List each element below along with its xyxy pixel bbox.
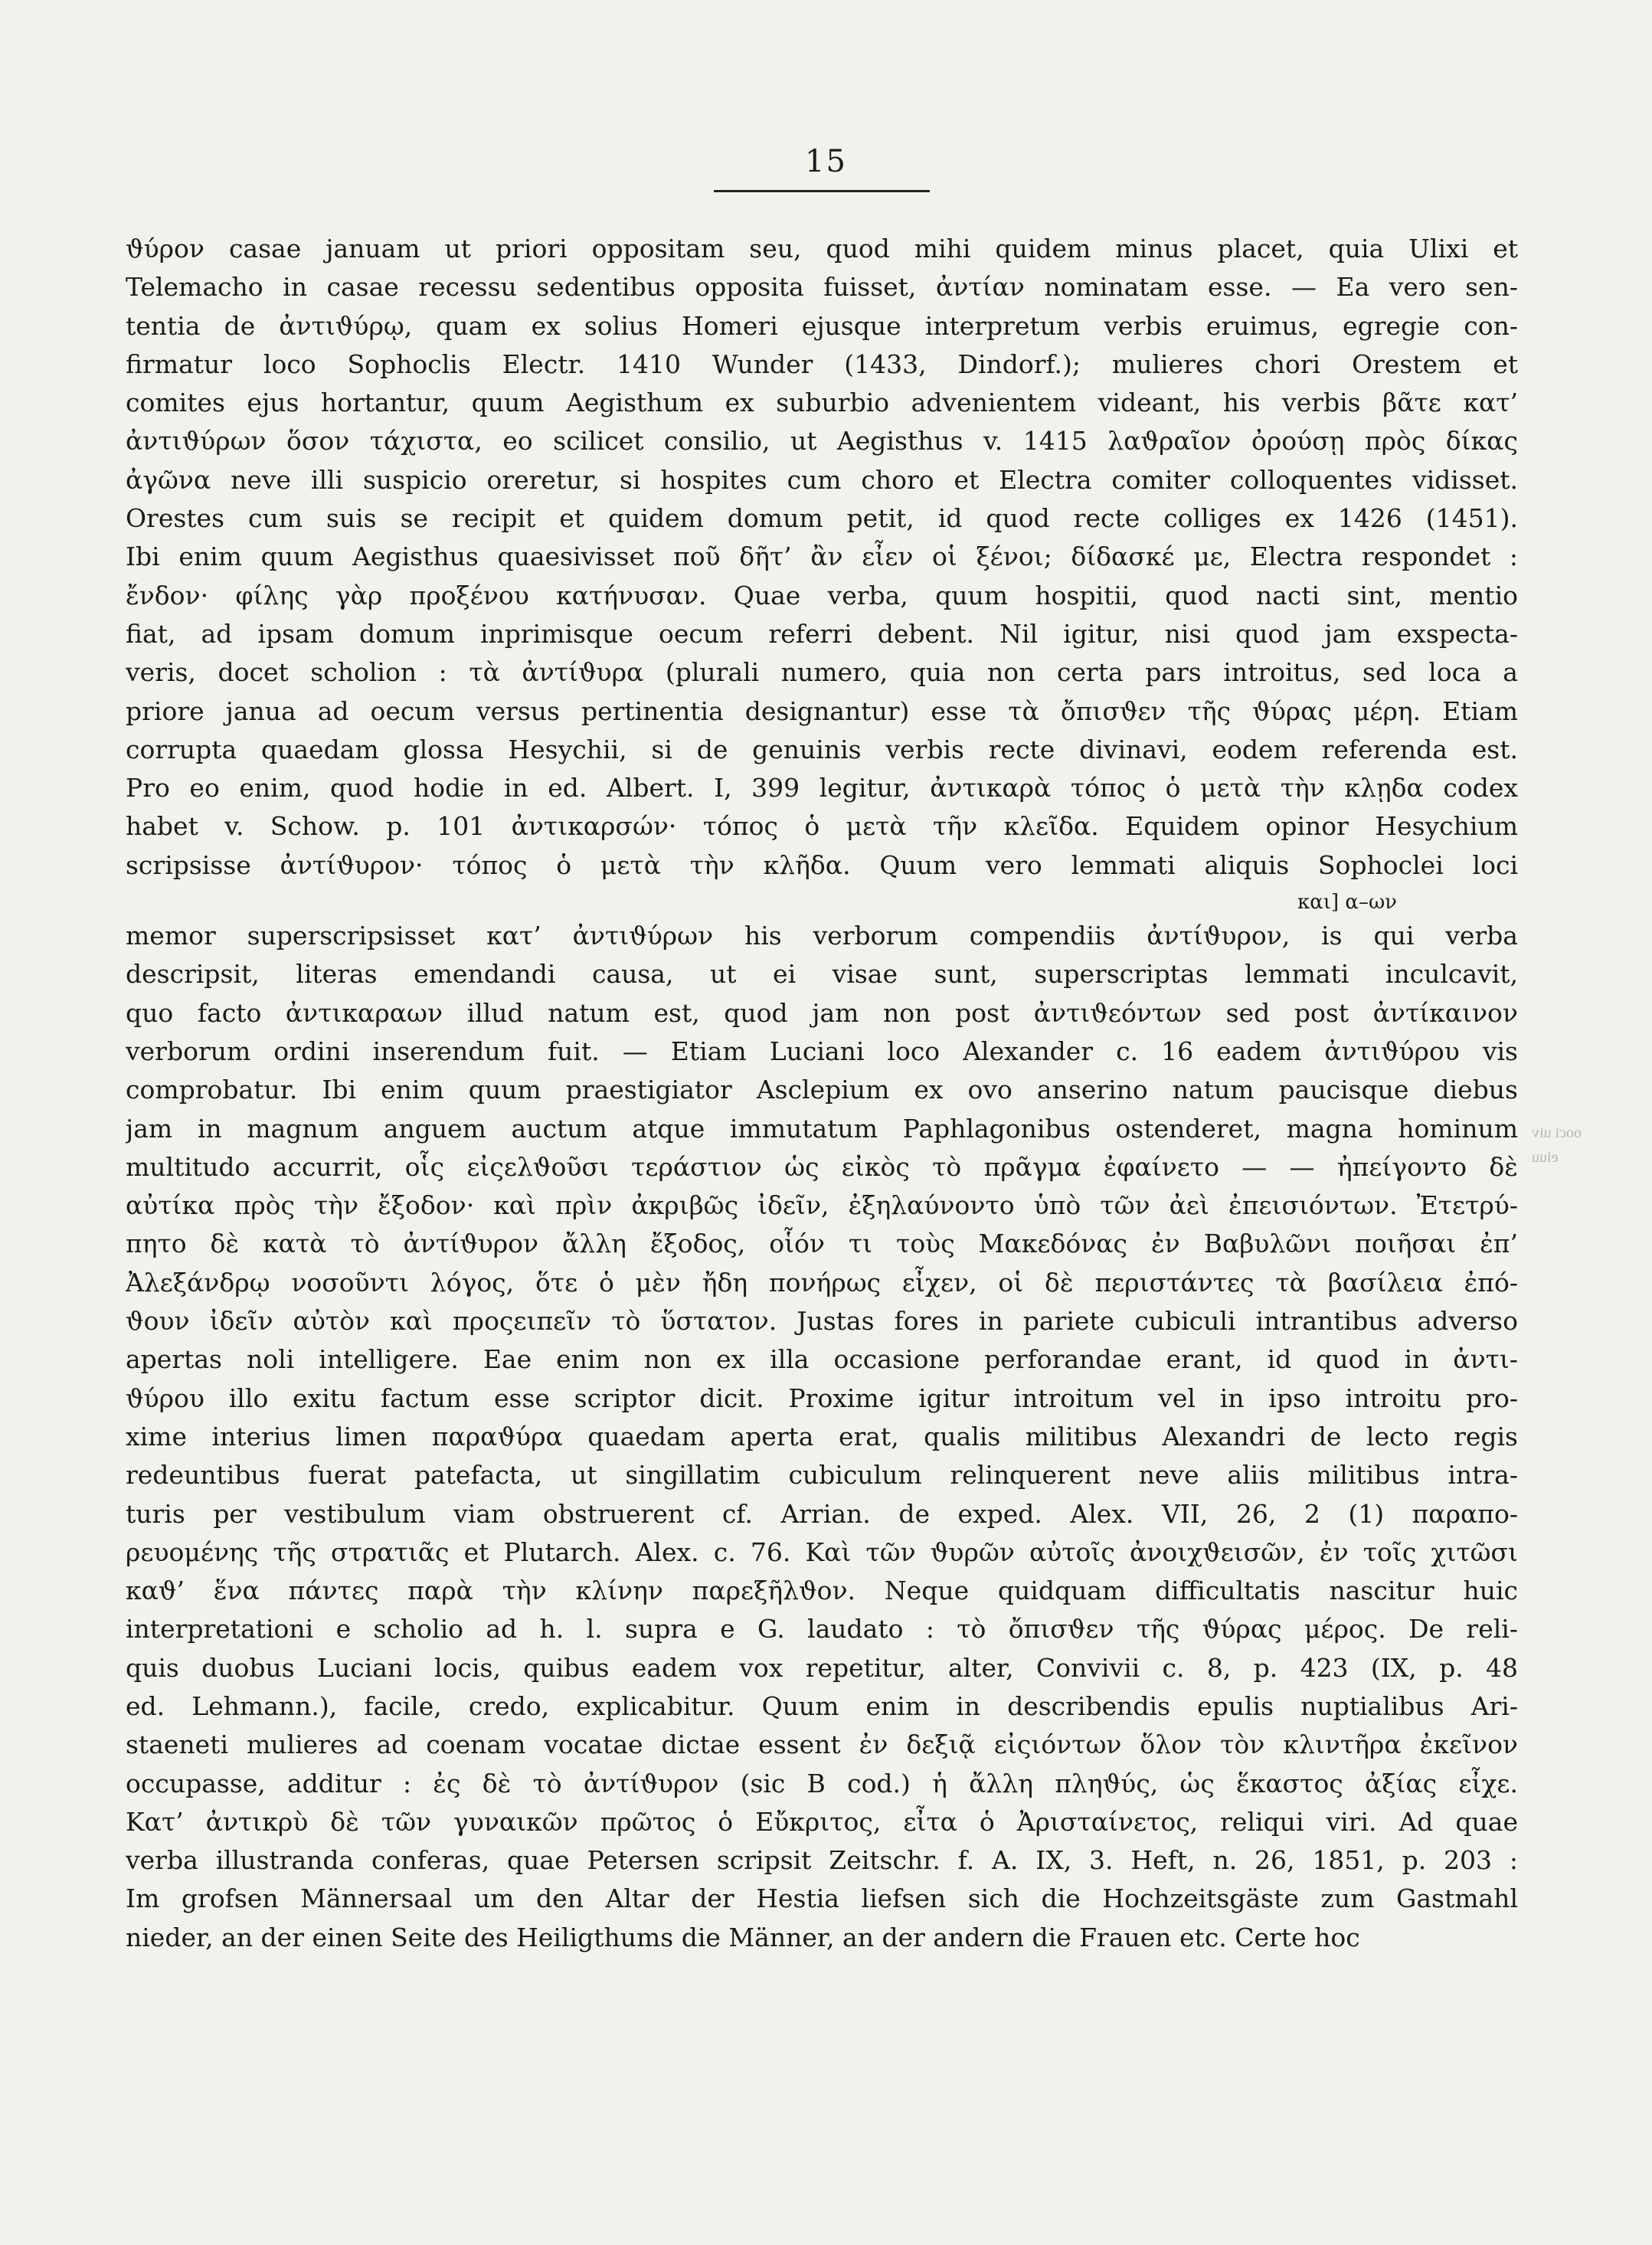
text-line: nieder, an der einen Seite des Heiligthums die Männer, an der andern die Frauen etc. Certe hoc xyxy=(126,1922,1360,1952)
text-line: ϑουν ἰδεῖν αὐτὸν καὶ προςειπεῖν τὸ ὕστατον. Justas fores in pariete cubiculi intrantibus adverso xyxy=(126,1306,1518,1337)
text-line: ϑύρον casae januam ut priori oppositam seu, quod mihi quidem minus placet, quia Ulixi et xyxy=(126,234,1518,263)
text-line: descripsit, literas emendandi causa, ut ei visae sunt, superscriptas lemmati inculcavit, xyxy=(126,959,1518,990)
text-line: quis duobus Luciani locis, quibus eadem vox repetitur, alter, Convivii c. 8, p. 423 (IX, p. 48 xyxy=(126,1652,1518,1683)
text-line: scripsisse ἀντίϑυρον· τόπος ὁ μετὰ τὴν κλῆδα. Quum vero lemmati aliquis Sophoclei loci xyxy=(126,849,1518,880)
header-rule xyxy=(714,190,930,192)
text-line: verborum ordini inserendum fuit. — Etiam Luciani loco Alexander c. 16 eadem ἀντιϑύρου vis xyxy=(126,1036,1518,1066)
text-line: apertas noli intelligere. Eae enim non ex illa occasione perforandae erant, id quod in ἀντι- xyxy=(126,1344,1518,1375)
page-number: 15 xyxy=(805,144,847,179)
text-line: Telemacho in casae recessu sedentibus opposita fuisset, ἀντίαν nominatam esse. — Ea vero sen- xyxy=(126,272,1518,303)
text-line: ἔνδον· φίλης γὰρ προξένου κατήνυσαν. Quae verba, quum hospitii, quod nacti sint, mentio xyxy=(126,580,1518,610)
text-line: καϑ’ ἕνα πάντες παρὰ τὴν κλίνην παρεξῆλϑον. Neque quidquam difficultatis nascitur huic xyxy=(126,1576,1518,1606)
text-line: turis per vestibulum viam obstruerent cf. Arrian. de exped. Alex. VII, 26, 2 (1) παραπο- xyxy=(126,1498,1518,1529)
text-line: Im grofsen Männersaal um den Altar der Hestia liefsen sich die Hochzeitsgäste zum Gastmahl xyxy=(126,1883,1518,1914)
text-line: staeneti mulieres ad coenam vocatae dictae essent ἐν δεξιᾷ εἰςιόντων ὅλον τὸν κλιντῆρα ἐκεῖνον xyxy=(126,1730,1518,1760)
text-line: Ἀλεξάνδρῳ νοσοῦντι λόγος, ὅτε ὁ μὲν ἤδη πονήρως εἶχεν, οἱ δὲ περιστάντες τὰ βασίλεια ἐπό- xyxy=(126,1267,1518,1298)
text-line: αὐτίκα πρὸς τὴν ἔξοδον· καὶ πρὶν ἀκριβῶς ἰδεῖν, ἐξηλαύνοντο ὑπὸ τῶν ἀεὶ ἐπεισιόντων. Ἐτετρύ- xyxy=(126,1190,1518,1221)
text-line: quo facto ἀντικαραων illud natum est, quod jam non post ἀντιϑεόντων sed post ἀντίκαινον xyxy=(126,997,1518,1028)
text-line: verba illustranda conferas, quae Petersen scripsit Zeitschr. f. A. IX, 3. Heft, n. 26, 1851, p. 203 : xyxy=(126,1845,1518,1876)
text-line: habet v. Schow. p. 101 ἀντικαρσών· τόπος ὁ μετὰ τῆν κλεῖδα. Equidem opinor Hesychium xyxy=(126,811,1518,842)
text-line: corrupta quaedam glossa Hesychii, si de genuinis verbis recte divinavi, eodem referenda est. xyxy=(126,734,1518,764)
text-line: ἀγῶνα neve illi suspicio oreretur, si hospites cum choro et Electra comiter colloquentes vidisset. xyxy=(126,464,1518,495)
text-line: occupasse, additur : ἐς δὲ τὸ ἀντίϑυρον (sic B cod.) ἡ ἄλλη πληϑύς, ὡς ἕκαστος ἀξίας εἶχε. xyxy=(126,1768,1518,1798)
text-line: comprobatur. Ibi enim quum praestigiator Asclepium ex ovo anserino natum paucisque diebus xyxy=(126,1075,1518,1105)
text-line: comites ejus hortantur, quum Aegisthum ex suburbio advenientem videant, his verbis βᾶτε κατ’ xyxy=(126,388,1518,418)
text-line: ρευομένης τῆς στρατιᾶς et Plutarch. Alex. c. 76. Καὶ τῶν ϑυρῶν αὐτοῖς ἀνοιχϑεισῶν, ἐν τοῖς χιτῶσι xyxy=(126,1536,1518,1567)
text-line: multitudo accurrit, οἷς εἰςελϑοῦσι τεράστιον ὡς εἰκὸς τὸ πρᾶγμα ἐφαίνετο — — ἠπείγοντο δὲ xyxy=(126,1151,1518,1182)
text-line: fiat, ad ipsam domum inprimisque oecum referri debent. Nil igitur, nisi quod jam exspecta- xyxy=(126,618,1518,649)
text-line: Κατ’ ἀντικρὺ δὲ τῶν γυναικῶν πρῶτος ὁ Εὔκριτος, εἶτα ὁ Ἀρισταίνετος, reliqui viri. Ad quae xyxy=(126,1806,1518,1837)
text-line: firmatur loco Sophoclis Electr. 1410 Wunder (1433, Dindorf.); mulieres chori Orestem et xyxy=(126,349,1518,379)
text-line: redeuntibus fuerat patefacta, ut singillatim cubiculum relinquerent neve aliis militibus intra- xyxy=(126,1460,1518,1491)
text-line: πητο δὲ κατὰ τὸ ἀντίϑυρον ἄλλη ἔξοδος, οἷόν τι τοὺς Μακεδόνας ἐν Βαβυλῶνι ποιῆσαι ἐπ’ xyxy=(126,1229,1518,1259)
text-line: jam in magnum anguem auctum atque immutatum Paphlagonibus ostenderet, magna hominum xyxy=(126,1113,1518,1144)
text-line: veris, docet scholion : τὰ ἀντίϑυρα (plurali numero, quia non certa pars introitus, sed loca a xyxy=(126,657,1518,688)
text-line: Orestes cum suis se recipit et quidem domum petit, id quod recte colliges ex 1426 (1451). xyxy=(126,503,1518,534)
text-line: ϑύρου illo exitu factum esse scriptor dicit. Proxime igitur introitum vel in ipso introitu pro- xyxy=(126,1383,1518,1413)
text-line: interpretationi e scholio ad h. l. supra e G. laudato : τὸ ὄπισϑεν τῆς ϑύρας μέρος. De reli- xyxy=(126,1614,1518,1644)
bleed-through-mark: eiuu xyxy=(1532,1149,1559,1166)
body-text xyxy=(126,230,1518,1957)
text-line: ed. Lehmann.), facile, credo, explicabitur. Quum enim in describendis epulis nuptialibus Ari- xyxy=(126,1690,1518,1721)
text-line: ἀντιϑύρων ὅσον τάχιστα, eo scilicet consilio, ut Aegisthus v. 1415 λαϑραῖον ὀρούσῃ πρὸς δίκας xyxy=(126,426,1518,457)
bleed-through-mark: ooci uiv xyxy=(1532,1124,1582,1141)
text-line: tentia de ἀντιϑύρῳ, quam ex solius Homeri ejusque interpretum verbis eruimus, egregie con- xyxy=(126,310,1518,341)
text-line: xime interius limen παραϑύρα quaedam aperta erat, qualis militibus Alexandri de lecto regis xyxy=(126,1421,1518,1451)
text-line: memor superscripsisset κατ’ ἀντιϑύρων his verborum compendiis ἀντίϑυρον, is qui verba xyxy=(126,921,1518,951)
superscript-annotation: και] α–ων xyxy=(1297,891,1397,915)
text-line: priore janua ad oecum versus pertinentia designantur) esse τὰ ὄπισϑεν τῆς ϑύρας μέρη. Etiam xyxy=(126,695,1518,726)
superscript-annotation-line xyxy=(126,885,1518,917)
text-line: Pro eo enim, quod hodie in ed. Albert. I, 399 legitur, ἀντικαρὰ τόπος ὁ μετὰ τὴν κλῃδα codex xyxy=(126,773,1518,803)
text-line: Ibi enim quum Aegisthus quaesivisset ποῦ δῆτ’ ἂν εἶεν οἱ ξένοι; δίδασκέ με, Electra respondet : xyxy=(126,542,1518,572)
